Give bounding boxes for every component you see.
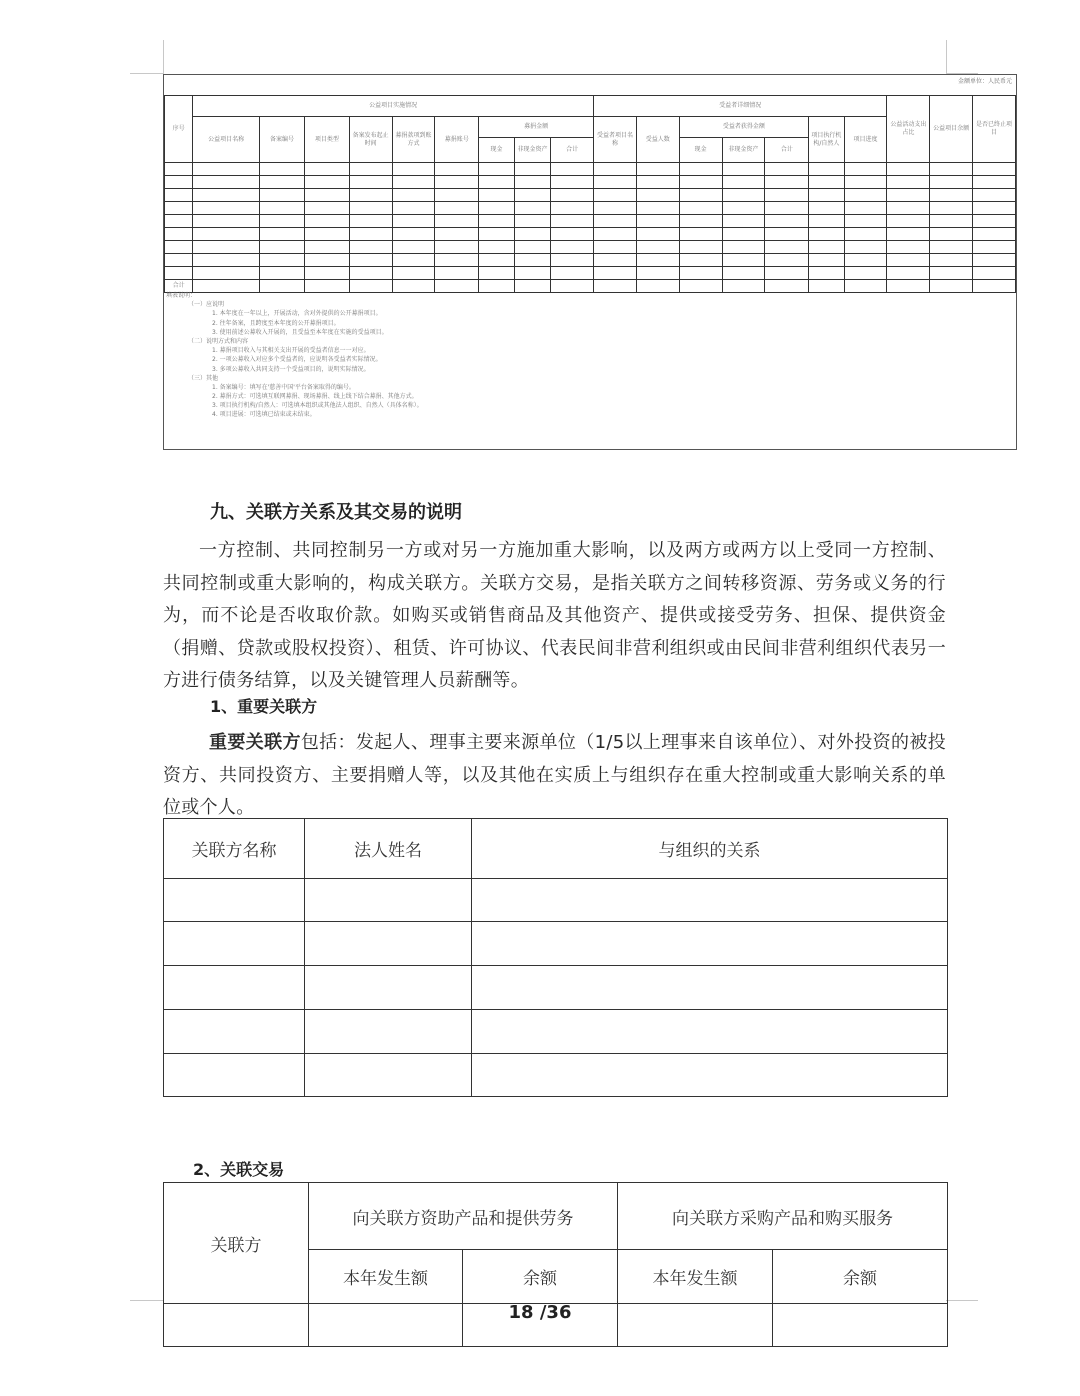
- page-current: 18: [508, 1302, 534, 1323]
- subtotal2-header: 合计: [765, 138, 809, 163]
- filing-no-header: 备案编号: [260, 117, 305, 163]
- fundraising-rows: [165, 163, 1016, 293]
- note-line: 3. 使用前述公募收入开展的，且受益至本年度在实施的受益项目。: [212, 328, 388, 336]
- seq-header: 序号: [165, 96, 193, 163]
- cash2-header: 现金: [679, 138, 722, 163]
- related-party-table: [163, 818, 948, 1097]
- note-line: 3. 多项公募收入共同支持一个受益项目的，说明实际情况。: [212, 365, 370, 373]
- crop-mark: [946, 1300, 978, 1301]
- cash-header: 现金: [479, 138, 514, 163]
- note-line: 2. 一项公募收入对应多个受益者的，应说明各受益者实际情况。: [212, 356, 382, 364]
- note-line: 2. 募捐方式：可选填互联网募捐、现场募捐、线上线下结合募捐、其他方式。: [212, 393, 418, 401]
- beneficiary-group-header: 受益者详细情况: [594, 96, 887, 117]
- table-row: [165, 176, 1016, 189]
- group-b-header: 向关联方采购产品和购买服务: [618, 1183, 948, 1250]
- group-a-header: 向关联方资助产品和提供劳务: [309, 1183, 618, 1250]
- subtotal-header: 合计: [551, 138, 594, 163]
- section-paragraph: [163, 535, 946, 698]
- col-header: 关联方名称: [164, 819, 305, 879]
- table-row: [165, 228, 1016, 241]
- col-header: 余额: [773, 1250, 948, 1304]
- balance-header: 公益项目余额: [930, 96, 973, 163]
- page-total: 36: [546, 1302, 572, 1323]
- table-row: [165, 202, 1016, 215]
- note-line: 2. 往年备案，且跨度至本年度的公开募捐项目。: [212, 319, 340, 327]
- unit-label: 金额单位：人民币元: [957, 78, 1012, 85]
- note-line: 1. 募捐项目收入与其相关支出开展的受益者信息一一对应。: [212, 347, 370, 355]
- table-row: [164, 922, 948, 966]
- project-type-header: 项目类型: [304, 117, 349, 163]
- note-line: （三）其他: [188, 374, 219, 382]
- fundraising-table-section: [163, 74, 1017, 450]
- page-number: [0, 1302, 1080, 1323]
- subsection-title: 1、重要关联方: [210, 697, 318, 716]
- fill-notes: [166, 291, 423, 420]
- table-row: [164, 966, 948, 1010]
- col-header: 本年发生额: [309, 1250, 463, 1304]
- section-title: 九、关联方关系及其交易的说明: [210, 502, 462, 523]
- exec-status-header: 项目进度: [844, 117, 887, 163]
- crop-mark: [130, 1300, 163, 1301]
- total-label: 合计: [165, 280, 193, 293]
- table-row: [165, 254, 1016, 267]
- table-row: [165, 189, 1016, 202]
- table-row: [165, 215, 1016, 228]
- beneficiary-amount-header: 受益者获得金额: [679, 117, 808, 138]
- crop-mark: [946, 40, 947, 74]
- exec-org-header: 项目执行机构/自然人: [809, 117, 844, 163]
- table-row: [164, 1054, 948, 1097]
- fundraising-table: [164, 95, 1016, 293]
- col-header: 与组织的关系: [472, 819, 948, 879]
- noncash-header: 非现金资产: [514, 138, 551, 163]
- beneficiary-project-header: 受益者项目名称: [594, 117, 637, 163]
- table-row: [164, 879, 948, 922]
- note-header: 是否已终止项目: [973, 96, 1016, 163]
- table-row: [165, 267, 1016, 280]
- note-line: 3. 项目执行机构/自然人：可选填本组织或其他法人组织、自然人（具体名称）。: [212, 402, 423, 410]
- note-line: 填表说明：: [166, 292, 197, 299]
- crop-mark: [163, 40, 164, 74]
- note-line: （二）说明方式和内容: [188, 337, 249, 345]
- note-line: 1. 本年度在一年以上，开展活动，含对外提供的公开募捐项目。: [212, 310, 382, 318]
- table-row: [164, 1010, 948, 1054]
- crop-mark: [130, 73, 163, 74]
- table-row: [165, 163, 1016, 176]
- fund-account-header: 募捐账号: [435, 117, 479, 163]
- section-paragraph-text: 一方控制、共同控制另一方或对另一方施加重大影响，以及两方或两方以上受同一方控制、共同控制或重大影响的，构成关联方。关联方交易，是指关联方之间转移资源、劳务或义务的行为，而不论是否收取价款。如购买或销售商品及其他资产、提供或接受劳务、担保、提供资金（捐赠、贷款或股权投资）、租赁、许可协议、代表民间非营利组织或由民间非营利组织代表另一方进行债务结算，以及关键管理人员薪酬等。: [163, 540, 946, 691]
- bold-lead: 重要关联方: [209, 732, 301, 753]
- col-header: 余额: [463, 1250, 618, 1304]
- fund-method-header: 募捐款项到账方式: [392, 117, 435, 163]
- col-header: 本年发生额: [618, 1250, 773, 1304]
- page-separator: /: [533, 1302, 547, 1323]
- table-row: [165, 241, 1016, 254]
- party-header: 关联方: [164, 1183, 309, 1304]
- col-header: 法人姓名: [305, 819, 472, 879]
- beneficiary-count-header: 受益人数: [636, 117, 679, 163]
- project-name-header: 公益项目名称: [193, 117, 260, 163]
- note-line: 4. 项目进展：可选填已结束或未结束。: [212, 411, 316, 419]
- fund-amount-header: 募捐金额: [479, 117, 594, 138]
- noncash2-header: 非现金资产: [722, 138, 765, 163]
- subsection-title: 2、关联交易: [193, 1160, 285, 1179]
- public-expense-header: 公益活动支出占比: [887, 96, 930, 163]
- note-line: 1. 备案编号：填写在'慈善中国'平台备案取得的编号。: [212, 383, 355, 391]
- related-party-paragraph: [163, 727, 946, 825]
- filing-time-header: 备案发布起止时间: [349, 117, 392, 163]
- project-group-header: 公益项目实施情况: [193, 96, 594, 117]
- related-party-text: 包括：发起人、理事主要来源单位（1/5以上理事来自该单位）、对外投资的被投资方、共同投资方、主要捐赠人等，以及其他在实质上与组织存在重大控制或重大影响关系的单位或个人。: [163, 732, 946, 818]
- note-line: （一）应说明: [188, 301, 225, 309]
